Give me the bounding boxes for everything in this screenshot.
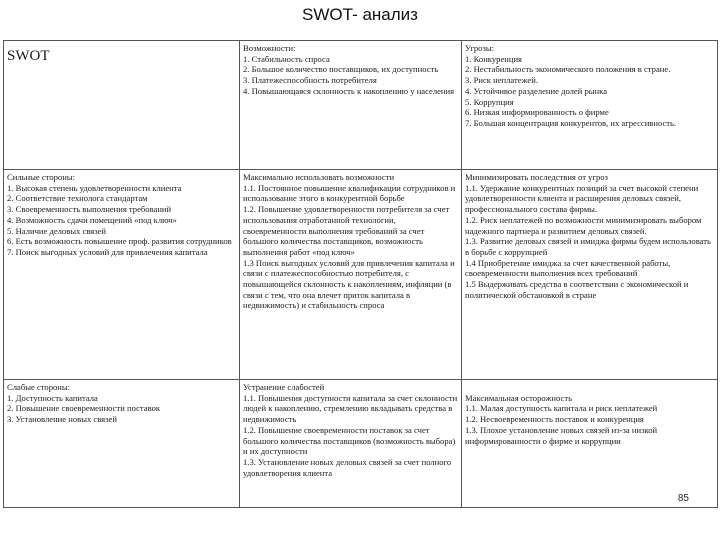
so-strategy-cell: Максимально использовать возможности 1.1. Постоянное повышение квалификации сотрудников и использование этого в конкурентной борьбе 1.2. Повышение удовлетворенности потребителя за счет использования отработанной технологии, своевременности выполнения требований за счет большого количества поставщиков, возможность выполнения работ «под ключ» 1.3 Поиск выгодных условий для привлечения капитала и связи с платежеспособностью потребителя, с повышающейся склонность к накоплениям, инфляции (в связи с тем, что она влечет приток капитала в недвижимость) и стабильность спроса xyxy=(240,170,462,380)
threats-cell: Угрозы: 1. Конкуренция 2. Нестабильность экономического положения в стране. 3. Риск неплатежей. 4. Устойчивое разделение долей рынка 5. Коррупция 6. Низкая информированность о фирме 7. Большая концентрация конкурентов, их агрессивность. xyxy=(462,41,718,170)
table-row-header xyxy=(4,41,718,170)
swot-corner-cell: SWOT xyxy=(4,41,240,170)
opportunities-cell: Возможности: 1. Стабильность спроса 2. Большое количество поставщиков, их доступность 3. Платежеспособность потребителя 4. Повышающаяся склонность к накоплению у населения xyxy=(240,41,462,170)
table-row-weaknesses xyxy=(4,380,718,508)
strengths-cell: Сильные стороны: 1. Высокая степень удовлетворенности клиента 2. Соответствие технолога стандартам 3. Своевременность выполнения требований 4. Возможность сдачи помещений «под ключ» 5. Наличие деловых связей 6. Есть возможность повышение проф. развития сотрудников 7. Поиск выгодных условий для привлечения капитала xyxy=(4,170,240,380)
table-row-strengths xyxy=(4,170,718,380)
wt-strategy-text: Максимальная осторожность 1.1. Малая доступность капитала и риск неплатежей 1.2. Несвоевременность поставок и конкуренция 1.3. Плохое установление новых связей из-за низкой информированности о фирме и коррупции xyxy=(465,392,658,446)
swot-table xyxy=(3,40,718,508)
wt-strategy-cell xyxy=(462,380,718,508)
page-number: 85 xyxy=(677,493,689,505)
st-strategy-cell: Минимизировать последствия от угроз 1.1. Удержание конкурентных позиций за счет высокой степени удовлетворенности клиента и расширения деловых связей, профессионального состава фирмы. 1.2. Риск неплатежей по возможности минимизировать выбором надежного партнера и развитием деловых связей. 1.3. Развитие деловых связей и имиджа фирмы будем использовать в борьбе с коррупцией 1.4 Приобретение имиджа за счет качественной работы, своевременности выполнения всех требований 1.5 Выдерживать средства в соответствии с экономической и политической обстановкой в стране xyxy=(462,170,718,380)
wo-strategy-cell: Устранение слабостей 1.1. Повышения доступности капитала за счет склонности людей к накоплению, стремлению вкладывать средства в недвижимость 1.2. Повышение своевременности поставок за счет большого количества поставщиков (возможность выбора) и их доступности 1.3. Установление новых деловых связей за счет полного удовлетворения клиента xyxy=(240,380,462,508)
page-title: SWOT- анализ xyxy=(302,5,418,24)
weaknesses-cell: Слабые стороны: 1. Доступность капитала 2. Повышение своевременности поставок 3. Установление новых связей xyxy=(4,380,240,508)
